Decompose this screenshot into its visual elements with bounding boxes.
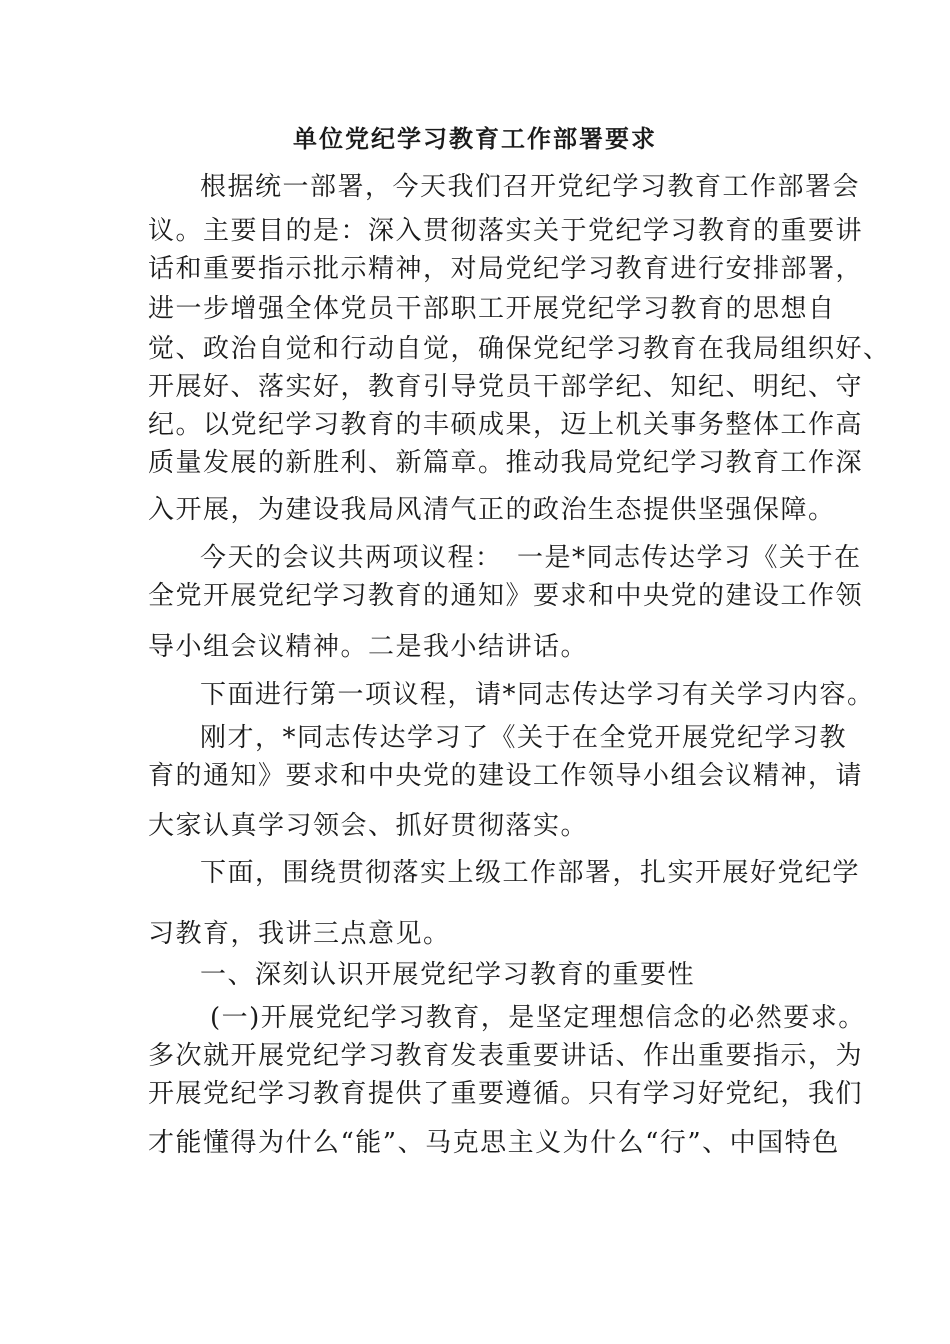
paragraph-line: 进一步增强全体党员干部职工开展党纪学习教育的思想自 xyxy=(148,294,836,324)
paragraph-line: 觉、政治自觉和行动自觉，确保党纪学习教育在我局组织好、 xyxy=(148,334,891,364)
subsection-heading: (一)开展党纪学习教育，是坚定理想信念的必然要求。 xyxy=(210,1003,866,1033)
section-heading: 一、深刻认识开展党纪学习教育的重要性 xyxy=(200,960,696,990)
paragraph-line: 习教育，我讲三点意见。 xyxy=(148,919,451,949)
paragraph-line: 今天的会议共两项议程： 一是*同志传达学习《关于在 xyxy=(200,543,862,573)
paragraph-line: 大家认真学习领会、抓好贯彻落实。 xyxy=(148,811,589,841)
paragraph-line: 育的通知》要求和中央党的建设工作领导小组会议精神，请 xyxy=(148,761,864,791)
paragraph-line: 入开展，为建设我局风清气正的政治生态提供坚强保障。 xyxy=(148,495,836,525)
paragraph-line: 开展党纪学习教育提供了重要遵循。只有学习好党纪，我们 xyxy=(148,1079,864,1109)
paragraph-line: 才能懂得为什么“能”、马克思主义为什么“行”、中国特色 xyxy=(148,1128,840,1158)
paragraph-line: 质量发展的新胜利、新篇章。推动我局党纪学习教育工作深 xyxy=(148,448,864,478)
paragraph-line: 多次就开展党纪学习教育发表重要讲话、作出重要指示，为 xyxy=(148,1041,864,1071)
document-title: 单位党纪学习教育工作部署要求 xyxy=(293,124,657,153)
paragraph-line: 开展好、落实好，教育引导党员干部学纪、知纪、明纪、守 xyxy=(148,372,864,402)
paragraph-line: 下面进行第一项议程，请*同志传达学习有关学习内容。 xyxy=(200,680,875,710)
paragraph-line: 纪。以党纪学习教育的丰硕成果，迈上机关事务整体工作高 xyxy=(148,410,864,440)
paragraph-line: 导小组会议精神。二是我小结讲话。 xyxy=(148,632,589,662)
paragraph-line: 下面，围绕贯彻落实上级工作部署，扎实开展好党纪学 xyxy=(200,858,861,888)
paragraph-line: 刚才，*同志传达学习了《关于在全党开展党纪学习教 xyxy=(200,723,848,753)
paragraph-line: 全党开展党纪学习教育的通知》要求和中央党的建设工作领 xyxy=(148,581,864,611)
paragraph-line: 议。主要目的是：深入贯彻落实关于党纪学习教育的重要讲 xyxy=(148,216,864,246)
paragraph-line: 根据统一部署，今天我们召开党纪学习教育工作部署会 xyxy=(200,172,861,202)
paragraph-line: 话和重要指示批示精神，对局党纪学习教育进行安排部署， xyxy=(148,254,864,284)
